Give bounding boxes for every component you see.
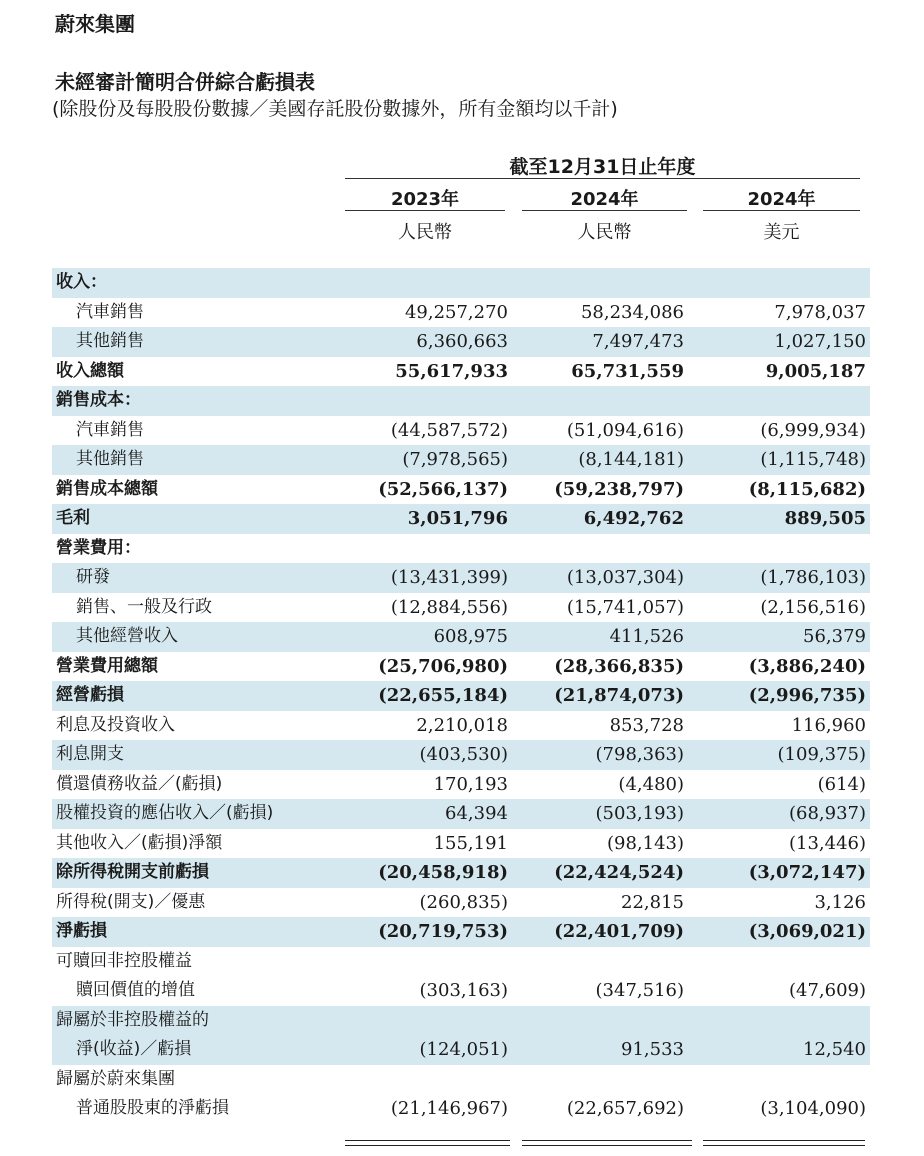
row-label: [56, 917, 107, 947]
row-label-text: 研發: [76, 567, 110, 587]
table-row: [52, 593, 870, 623]
row-label: [76, 593, 212, 623]
table-row: [52, 947, 870, 1006]
row-value-col-3: (6,999,934): [760, 419, 866, 441]
row-value-col-1: (44,587,572): [390, 419, 508, 441]
row-value-col-1: (303,163): [419, 980, 508, 1001]
row-label: [56, 829, 222, 859]
row-label: [56, 504, 90, 534]
row-label-text: 汽車銷售: [76, 301, 144, 322]
row-label: [76, 327, 144, 357]
row-label: [56, 1006, 209, 1065]
row-value-col-1: 2,210,018: [416, 714, 508, 736]
row-label: [76, 298, 144, 328]
row-value-col-3: (3,069,021): [748, 921, 866, 942]
row-value-col-2: (51,094,616): [566, 419, 684, 441]
table-row: [52, 386, 870, 416]
row-label-text: 歸屬於蔚來集團: [56, 1068, 175, 1089]
row-label: [56, 770, 222, 800]
row-value-col-3: (2,156,516): [760, 596, 866, 618]
row-label-text: 營業費用總額: [56, 655, 158, 676]
table-row: [52, 268, 870, 298]
table-row: [52, 1065, 870, 1124]
table-row: [52, 357, 870, 387]
row-label-continuation: 淨(收益)／虧損: [76, 1039, 192, 1059]
row-value-col-3: 56,379: [803, 626, 866, 647]
period-rule: [345, 178, 860, 179]
row-label-text: 毛利: [56, 508, 90, 528]
row-value-col-3: (1,115,748): [760, 449, 866, 470]
row-label-text: 其他銷售: [76, 331, 144, 351]
row-value-col-1: 170,193: [433, 773, 508, 795]
row-value-col-1: 608,975: [433, 626, 508, 647]
row-label: [56, 858, 209, 888]
row-value-col-1: (260,835): [419, 891, 508, 913]
row-value-col-2: 91,533: [621, 1039, 684, 1060]
table-row: [52, 829, 870, 859]
table-row: [52, 711, 870, 741]
row-label: [56, 534, 141, 564]
row-value-col-3: (13,446): [788, 832, 866, 854]
column-currency-1: 人民幣: [398, 222, 452, 243]
double-underline-2: [522, 1140, 692, 1146]
table-row: [52, 888, 870, 918]
row-label-text: 營業費用：: [56, 537, 141, 558]
company-name: 蔚來集團: [55, 12, 135, 36]
row-label-text: 其他經營收入: [76, 626, 178, 646]
table-row: [52, 563, 870, 593]
row-label-text: 所得稅(開支)／優惠: [56, 891, 206, 912]
table-row: [52, 622, 870, 652]
row-value-col-3: 3,126: [814, 891, 866, 913]
column-rule-3: [703, 210, 860, 211]
row-value-col-3: 116,960: [791, 714, 866, 736]
period-heading: 截至12月31日止年度: [509, 156, 696, 178]
row-label-text: 汽車銷售: [76, 419, 144, 440]
table-row: [52, 445, 870, 475]
row-label-text: 經營虧損: [56, 685, 124, 705]
row-label: [56, 475, 158, 505]
row-value-col-2: 411,526: [609, 626, 684, 647]
row-label: [76, 445, 144, 475]
row-value-col-2: 7,497,473: [592, 331, 684, 352]
row-label: [76, 622, 178, 652]
table-row: [52, 1006, 870, 1065]
row-value-col-2: 22,815: [621, 891, 684, 913]
row-value-col-1: (25,706,980): [378, 655, 508, 677]
row-value-col-2: (13,037,304): [566, 567, 684, 588]
row-label: [56, 711, 175, 741]
row-label-text: 銷售、一般及行政: [76, 596, 212, 617]
row-label: [56, 268, 107, 298]
row-label-text: 銷售成本總額: [56, 478, 158, 499]
row-label-text: 淨虧損: [56, 921, 107, 941]
row-value-col-1: 6,360,663: [416, 331, 508, 352]
row-value-col-1: 55,617,933: [395, 360, 508, 382]
row-value-col-2: (503,193): [595, 803, 684, 824]
row-label: [76, 416, 144, 446]
row-value-col-2: (22,401,709): [554, 921, 684, 942]
row-value-col-3: 7,978,037: [774, 301, 866, 323]
table-row: [52, 327, 870, 357]
row-value-col-3: 889,505: [784, 508, 866, 529]
row-label-text: 其他收入／(虧損)淨額: [56, 832, 223, 853]
row-value-col-3: (3,104,090): [760, 1098, 866, 1119]
double-underline-3: [703, 1140, 865, 1146]
row-value-col-1: (7,978,565): [402, 449, 508, 470]
row-value-col-2: (4,480): [618, 773, 684, 795]
row-value-col-3: 9,005,187: [765, 360, 866, 382]
row-value-col-2: (21,874,073): [554, 685, 684, 706]
row-label: [56, 357, 124, 387]
row-value-col-2: (22,424,524): [554, 862, 684, 883]
row-label: [56, 799, 273, 829]
column-year-1: 2023年: [390, 189, 460, 210]
row-value-col-2: (347,516): [595, 980, 684, 1001]
row-value-col-2: (8,144,181): [578, 449, 684, 470]
row-value-col-2: (28,366,835): [554, 655, 684, 677]
row-value-col-1: (21,146,967): [390, 1098, 508, 1119]
row-value-col-2: 58,234,086: [580, 301, 684, 323]
table-row: [52, 652, 870, 682]
row-value-col-2: (22,657,692): [566, 1098, 684, 1119]
row-value-col-1: 155,191: [433, 832, 508, 854]
table-row: [52, 298, 870, 328]
row-value-col-1: 49,257,270: [404, 301, 508, 323]
row-value-col-1: (20,719,753): [378, 921, 508, 942]
column-currency-2: 人民幣: [577, 222, 632, 243]
row-label-text: 除所得稅開支前虧損: [56, 862, 209, 882]
row-value-col-1: (20,458,918): [378, 862, 508, 883]
row-label-text: 可贖回非控股權益: [56, 950, 192, 971]
table-row: [52, 504, 870, 534]
row-label: [56, 888, 205, 918]
row-value-col-1: 64,394: [445, 803, 508, 824]
table-row: [52, 917, 870, 947]
row-label-text: 股權投資的應佔收入／(虧損): [56, 803, 274, 823]
row-value-col-3: (8,115,682): [748, 478, 866, 500]
statement-subtitle: (除股份及每股股份數據／美國存託股份數據外，所有金額均以千計): [52, 98, 618, 120]
column-year-3: 2024年: [747, 189, 816, 210]
row-value-col-1: (52,566,137): [378, 478, 508, 500]
column-year-2: 2024年: [570, 189, 639, 210]
row-label: [56, 740, 124, 770]
row-label-text: 銷售成本：: [56, 390, 141, 410]
row-label-text: 歸屬於非控股權益的: [56, 1009, 209, 1030]
row-value-col-1: 3,051,796: [407, 508, 508, 529]
column-currency-3: 美元: [763, 222, 800, 243]
table-row: [52, 770, 870, 800]
row-value-col-3: (3,886,240): [748, 655, 866, 677]
table-row: [52, 475, 870, 505]
row-label: [76, 563, 110, 593]
table-row: [52, 534, 870, 564]
row-value-col-1: (22,655,184): [378, 685, 508, 706]
row-label: [56, 681, 124, 711]
table-row: [52, 416, 870, 446]
table-row: [52, 681, 870, 711]
row-value-col-2: (59,238,797): [554, 478, 684, 500]
row-label-text: 其他銷售: [76, 449, 144, 469]
row-value-col-3: 12,540: [803, 1039, 866, 1060]
column-rule-2: [522, 210, 687, 211]
row-label-continuation: 普通股股東的淨虧損: [76, 1098, 229, 1118]
row-label: [56, 947, 195, 1006]
row-label-text: 收入總額: [56, 360, 124, 381]
row-value-col-3: 1,027,150: [774, 331, 866, 352]
statement-title: 未經審計簡明合併綜合虧損表: [55, 70, 315, 94]
row-value-col-1: (403,530): [419, 744, 508, 765]
double-underline-1: [345, 1140, 510, 1146]
row-label: [56, 386, 141, 416]
row-value-col-3: (68,937): [788, 803, 866, 824]
row-value-col-3: (1,786,103): [760, 567, 866, 588]
row-value-col-2: (798,363): [595, 744, 684, 765]
row-label-text: 利息開支: [56, 744, 124, 764]
table-row: [52, 740, 870, 770]
table-row: [52, 858, 870, 888]
row-value-col-2: 6,492,762: [583, 508, 684, 529]
row-value-col-3: (3,072,147): [748, 862, 866, 883]
row-label-text: 償還債務收益／(虧損): [56, 773, 223, 794]
row-value-col-3: (614): [817, 773, 866, 795]
statement-table: [52, 268, 870, 1124]
column-rule-1: [345, 210, 505, 211]
row-value-col-1: (13,431,399): [390, 567, 508, 588]
table-row: [52, 799, 870, 829]
row-value-col-2: 853,728: [609, 714, 684, 736]
row-value-col-2: (15,741,057): [566, 596, 684, 618]
row-label: [56, 1065, 229, 1124]
row-label-continuation: 贖回價值的增值: [76, 980, 195, 1000]
row-value-col-2: 65,731,559: [571, 360, 684, 382]
row-value-col-3: (2,996,735): [748, 685, 866, 706]
row-value-col-1: (12,884,556): [390, 596, 508, 618]
row-value-col-2: (98,143): [606, 832, 684, 854]
row-label-text: 利息及投資收入: [56, 714, 175, 735]
row-label-text: 收入：: [56, 272, 107, 292]
row-value-col-3: (109,375): [777, 744, 866, 765]
row-value-col-3: (47,609): [788, 980, 866, 1001]
row-label: [56, 652, 158, 682]
row-value-col-1: (124,051): [419, 1039, 508, 1060]
